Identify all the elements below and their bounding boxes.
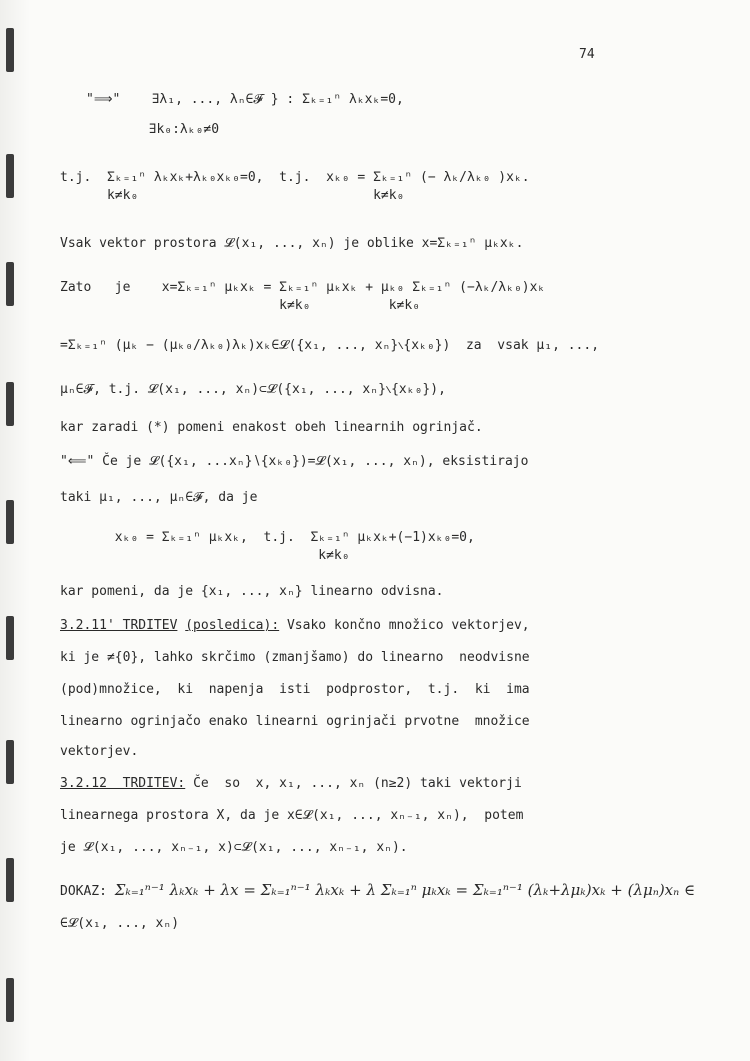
theorem-heading-line [60,776,522,792]
proof-condition-line: ∃k₀:λₖ₀≠0 [86,122,220,137]
equation-subscript-line: k≠k₀ k≠k₀ [60,188,405,203]
text-line: linearnega prostora X, da je x∈𝓛(x₁, ..., xₙ₋₁, xₙ), potem [60,808,524,823]
text-line: vektorjev. [60,744,139,759]
page-number: 74 [579,47,595,62]
equation-line: xₖ₀ = Σₖ₌₁ⁿ μₖxₖ, t.j. Σₖ₌₁ⁿ μₖxₖ+(−1)xₖ₀=0, [60,530,475,545]
text-line: linearno ogrinjačo enako linearni ogrinjači prvotne množice [60,714,530,729]
theorem-text: Če so x, x₁, ..., xₙ (n≥2) taki vektorji [193,776,522,791]
binder-hole [6,500,14,544]
proof-expression: Σₖ₌₁ⁿ⁻¹ λₖxₖ + λx = Σₖ₌₁ⁿ⁻¹ λₖxₖ + λ Σₖ₌₁ⁿ μₖxₖ = Σₖ₌₁ⁿ⁻¹ (λₖ+λμₖ)xₖ + (λμₙ)xₙ ∈ [114,881,696,899]
text-line: ∈𝓛(x₁, ..., xₙ) [60,916,180,931]
equation-subscript-line: k≠k₀ k≠k₀ [60,298,421,313]
theorem-label: 3.2.11' TRDITEV [60,618,178,633]
binder-hole [6,382,14,426]
text-line: kar zaradi (*) pomeni enakost obeh linearnih ogrinjač. [60,420,483,435]
binder-hole [6,28,14,72]
binder-hole [6,978,14,1022]
proof-label: DOKAZ: [60,884,107,899]
equation-line: =Σₖ₌₁ⁿ (μₖ − (μₖ₀/λₖ₀)λₖ)xₖ∈𝓛({x₁, ..., xₙ}∖{xₖ₀}) za vsak μ₁, ..., [60,338,600,353]
binder-hole [6,262,14,306]
text-line: "⟸" Če je 𝓛({x₁, ...xₙ}∖{xₖ₀})=𝓛(x₁, ..., xₙ), eksistirajo [60,454,529,469]
binder-hole [6,616,14,660]
theorem-heading-line [60,618,530,634]
text-line: (pod)množice, ki napenja isti podprostor, t.j. ki ima [60,682,530,697]
text-line: kar pomeni, da je {x₁, ..., xₙ} linearno odvisna. [60,584,444,599]
proof-line [60,882,695,900]
binder-hole [6,740,14,784]
binder-hole [6,154,14,198]
equation-line: Zato je x=Σₖ₌₁ⁿ μₖxₖ = Σₖ₌₁ⁿ μₖxₖ + μₖ₀ Σₖ₌₁ⁿ (−λₖ/λₖ₀)xₖ [60,280,546,295]
equation-subscript-line: k≠k₀ [60,548,350,563]
proof-implication-line: "⟹" ∃λ₁, ..., λₙ∈𝓕 } : Σₖ₌₁ⁿ λₖxₖ=0, [86,92,404,107]
binder-hole [6,858,14,902]
text-line: ki je ≠{0}, lahko skrčimo (zmanjšamo) do linearno neodvisne [60,650,530,665]
equation-line: t.j. Σₖ₌₁ⁿ λₖxₖ+λₖ₀xₖ₀=0, t.j. xₖ₀ = Σₖ₌₁ⁿ (− λₖ/λₖ₀ )xₖ. [60,170,530,185]
text-line: Vsak vektor prostora 𝓛(x₁, ..., xₙ) je oblike x=Σₖ₌₁ⁿ μₖxₖ. [60,236,524,251]
binder-margin [0,0,30,1061]
equation-line: μₙ∈𝓕, t.j. 𝓛(x₁, ..., xₙ)⊂𝓛({x₁, ..., xₙ}∖{xₖ₀}), [60,382,446,397]
text-line: je 𝓛(x₁, ..., xₙ₋₁, x)⊂𝓛(x₁, ..., xₙ₋₁, xₙ). [60,840,408,855]
text-line: taki μ₁, ..., μₙ∈𝓕, da je [60,490,258,505]
theorem-note: (posledica): [185,618,280,633]
theorem-label: 3.2.12 TRDITEV: [60,776,186,791]
theorem-text: Vsako končno množico vektorjev, [286,618,530,633]
